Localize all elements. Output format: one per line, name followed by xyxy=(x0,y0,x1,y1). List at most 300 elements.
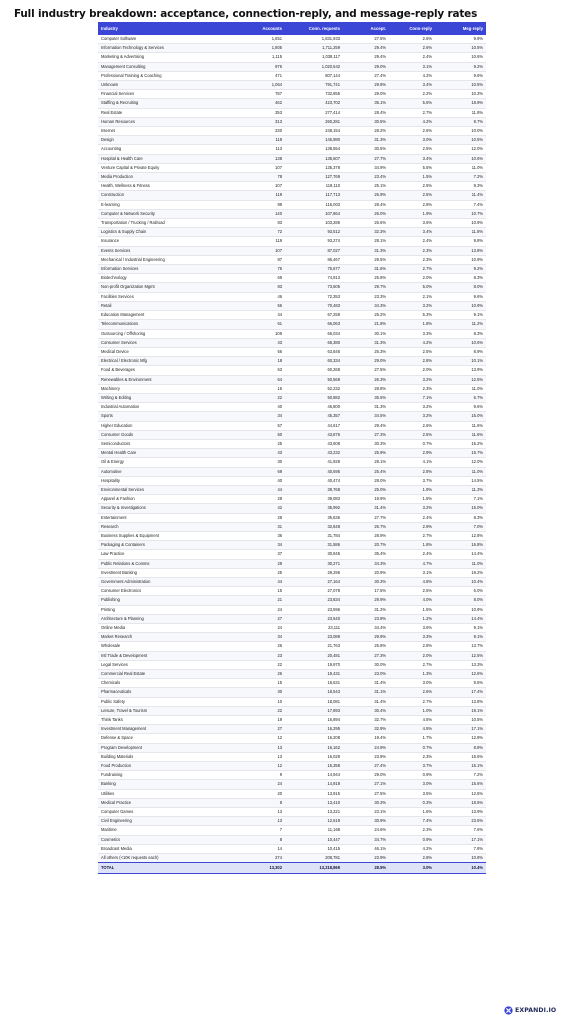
conn-reply-cell: 1.6% xyxy=(422,809,432,815)
msg-reply-cell: 8.9% xyxy=(473,348,483,354)
accept-cell: 25.9% xyxy=(374,450,386,456)
table-row xyxy=(98,614,486,623)
accept-cell: 27.3% xyxy=(374,652,386,658)
accounts-cell: 22 xyxy=(277,661,282,667)
table-row xyxy=(98,375,486,384)
industry-cell: Defense & Space xyxy=(101,735,133,741)
accounts-cell: 274 xyxy=(275,855,282,861)
conn-requests-cell: 43,232 xyxy=(327,450,340,456)
msg-reply-cell: 10.9% xyxy=(471,606,483,612)
msg-reply-cell: 10.9% xyxy=(471,256,483,262)
msg-reply-cell: 8.8% xyxy=(473,744,483,750)
column-header-accounts[interactable]: Accounts xyxy=(230,22,285,35)
conn-requests-cell: 74,913 xyxy=(327,275,340,281)
table-row xyxy=(98,716,486,725)
conn-requests-cell: 19,431 xyxy=(327,671,340,677)
msg-reply-cell: 9.1% xyxy=(473,625,483,630)
conn-requests-cell: 31,586 xyxy=(327,542,340,548)
conn-requests-cell: 23,596 xyxy=(327,606,340,612)
conn-requests-cell: 23,111 xyxy=(328,625,340,630)
conn-reply-cell: 1.2% xyxy=(422,615,432,621)
msg-reply-cell: 8.0% xyxy=(473,284,483,290)
table-row xyxy=(98,642,486,651)
industry-cell: Think Tanks xyxy=(101,717,123,723)
accept-cell: 26.6% xyxy=(374,220,386,226)
conn-requests-cell: 13,221 xyxy=(327,809,340,815)
conn-requests-cell: 14,918 xyxy=(327,781,340,787)
msg-reply-cell: 10.5% xyxy=(471,137,483,143)
conn-reply-cell: 5.3% xyxy=(422,312,432,318)
msg-reply-cell: 12.5% xyxy=(471,652,483,658)
industry-cell: Packaging & Containers xyxy=(101,542,145,548)
conn-requests-cell: 93,512 xyxy=(327,229,340,235)
msg-reply-cell: 15.7% xyxy=(471,450,483,456)
industry-cell: Information Technology & Services xyxy=(101,45,164,51)
msg-reply-cell: 9.1% xyxy=(473,312,483,318)
accounts-cell: 118 xyxy=(275,137,282,143)
accounts-cell: 43 xyxy=(277,339,282,345)
conn-requests-cell: 35,636 xyxy=(327,514,340,520)
conn-requests-cell: 11,168 xyxy=(327,827,340,833)
conn-requests-cell: 60,334 xyxy=(327,358,340,364)
column-header-conn-requests[interactable]: Conn. requests xyxy=(285,22,343,35)
table-row xyxy=(98,706,486,715)
accounts-cell: 26 xyxy=(277,671,282,677)
accounts-cell: 13 xyxy=(277,809,282,815)
msg-reply-cell: 10.5% xyxy=(471,45,483,51)
accept-cell: 17.5% xyxy=(374,588,386,594)
msg-reply-cell: 12.5% xyxy=(471,376,483,382)
conn-requests-cell: 40,695 xyxy=(327,468,340,474)
msg-reply-cell: 13.7% xyxy=(471,643,483,649)
accept-cell: 29.5% xyxy=(374,256,386,262)
conn-reply-cell: 2.8% xyxy=(422,358,432,364)
accept-cell: 31.3% xyxy=(374,137,386,143)
accounts-cell: 40 xyxy=(277,477,282,483)
msg-reply-cell: 12.0% xyxy=(471,459,483,465)
conn-reply-cell: 3.0% xyxy=(422,781,432,787)
accounts-cell: 99 xyxy=(277,201,282,207)
conn-requests-cell: 29,296 xyxy=(327,569,340,575)
msg-reply-cell: 11.6% xyxy=(471,431,483,437)
table-row xyxy=(98,246,486,255)
industry-cell: Public Safety xyxy=(101,698,125,704)
accounts-cell: 15 xyxy=(277,588,282,594)
conn-reply-cell: 2.0% xyxy=(422,367,432,373)
table-row xyxy=(98,531,486,540)
table-row xyxy=(98,780,486,789)
conn-requests-cell: 135,378 xyxy=(325,164,340,170)
accounts-cell: 976 xyxy=(275,63,282,69)
msg-reply-cell: 12.5% xyxy=(471,790,483,796)
industry-cell: Writing & Editing xyxy=(101,394,132,400)
accept-cell: 29.0% xyxy=(374,91,386,97)
industry-cell: Electrical / Electronic Mfg xyxy=(101,358,147,364)
table-row xyxy=(98,320,486,329)
accept-cell: 31.4% xyxy=(374,505,386,511)
conn-requests-cell: 13,915 xyxy=(327,790,340,796)
msg-reply-cell: 11.0% xyxy=(471,560,483,566)
accept-cell: 26.0% xyxy=(374,210,386,216)
conn-reply-cell: 2.4% xyxy=(422,514,432,520)
accept-cell: 25.8% xyxy=(374,643,386,649)
industry-cell: Staffing & Recruiting xyxy=(101,100,139,106)
msg-reply-cell: 11.0% xyxy=(471,164,483,170)
msg-reply-cell: 17.4% xyxy=(471,689,483,695)
accounts-cell: 1,805 xyxy=(271,45,282,51)
msg-reply-cell: 6.7% xyxy=(473,394,483,400)
msg-reply-cell: 6.0% xyxy=(473,588,483,594)
table-row xyxy=(98,182,486,191)
accounts-cell: 44 xyxy=(277,312,282,318)
msg-reply-cell: 14.4% xyxy=(471,615,483,621)
accept-cell: 31.3% xyxy=(374,404,386,410)
accept-cell: 27.5% xyxy=(374,790,386,796)
conn-reply-cell: 3.1% xyxy=(422,569,432,575)
msg-reply-cell: 12.0% xyxy=(471,146,483,152)
msg-reply-cell: 15.2% xyxy=(471,440,483,446)
conn-reply-cell: 2.7% xyxy=(422,109,432,115)
table-row xyxy=(98,587,486,596)
industry-cell: Facilities Services xyxy=(101,293,134,299)
accounts-cell: 22 xyxy=(277,394,282,400)
conn-reply-cell: 1.8% xyxy=(422,321,432,327)
accounts-cell: 13 xyxy=(277,753,282,759)
table-row xyxy=(98,596,486,605)
accept-cell: 30.4% xyxy=(374,707,386,713)
conn-reply-cell: 3.3% xyxy=(422,634,432,640)
conn-reply-cell: 2.3% xyxy=(422,827,432,833)
accounts-cell: 140 xyxy=(275,210,282,216)
industry-cell: Renewables & Environment xyxy=(101,376,152,382)
accounts-cell: 462 xyxy=(275,100,282,106)
accept-cell: 23.1% xyxy=(374,809,386,815)
industry-cell: Financial Services xyxy=(101,91,135,97)
msg-reply-cell: 13.8% xyxy=(471,247,483,253)
msg-reply-cell: 7.6% xyxy=(473,827,483,833)
total-row xyxy=(98,863,486,874)
conn-reply-cell: 2.3% xyxy=(422,256,432,262)
accounts-cell: 34 xyxy=(277,413,282,419)
msg-reply-cell: 15.0% xyxy=(471,413,483,419)
accounts-cell: 1,115 xyxy=(272,54,282,60)
industry-cell: Semiconductors xyxy=(101,440,131,446)
industry-cell: Architecture & Planning xyxy=(101,615,144,621)
table-row xyxy=(98,485,486,494)
conn-reply-cell: 3.6% xyxy=(422,625,432,630)
accept-cell: 29.9% xyxy=(374,597,386,603)
msg-reply-cell: 9.2% xyxy=(473,266,483,272)
industry-cell: Banking xyxy=(101,781,116,787)
conn-reply-cell: 1.9% xyxy=(422,210,432,216)
table-row xyxy=(98,145,486,154)
accept-cell: 24.9% xyxy=(374,744,386,750)
accounts-cell: 1,064 xyxy=(271,82,282,88)
conn-requests-cell: 31,784 xyxy=(327,532,340,538)
accounts-cell: 14 xyxy=(277,845,282,851)
total-conn-reply: 3.0% xyxy=(389,863,435,874)
accounts-cell: 24 xyxy=(277,625,282,630)
msg-reply-cell: 9.9% xyxy=(473,36,483,41)
accept-cell: 23.4% xyxy=(374,174,386,180)
industry-cell: Investment Management xyxy=(101,726,147,732)
table-row xyxy=(98,228,486,237)
table-row xyxy=(98,835,486,844)
column-header-industry[interactable]: Industry xyxy=(98,22,230,35)
conn-reply-cell: 5.6% xyxy=(422,100,432,106)
conn-reply-cell: 4.8% xyxy=(422,578,432,584)
accept-cell: 27.7% xyxy=(374,514,386,520)
conn-reply-cell: 3.7% xyxy=(422,477,432,483)
accounts-cell: 50 xyxy=(277,431,282,437)
industry-cell: Government Administration xyxy=(101,578,151,584)
msg-reply-cell: 10.3% xyxy=(471,91,483,97)
conn-reply-cell: 2.4% xyxy=(422,238,432,244)
table-row xyxy=(98,329,486,338)
conn-reply-cell: 2.8% xyxy=(422,855,432,861)
conn-requests-cell: 18,543 xyxy=(327,689,340,695)
accept-cell: 25.2% xyxy=(374,312,386,318)
table-row xyxy=(98,697,486,706)
msg-reply-cell: 8.3% xyxy=(473,330,483,336)
conn-reply-cell: 3.0% xyxy=(422,680,432,686)
msg-reply-cell: 10.9% xyxy=(471,302,483,308)
accounts-cell: 34 xyxy=(277,542,282,548)
msg-reply-cell: 18.5% xyxy=(471,799,483,805)
accept-cell: 28.1% xyxy=(374,459,386,465)
conn-reply-cell: 0.9% xyxy=(422,772,432,778)
conn-requests-cell: 119,110 xyxy=(325,183,340,189)
accept-cell: 19.9% xyxy=(374,496,386,502)
industry-cell: E-learning xyxy=(101,201,120,207)
accept-cell: 24.6% xyxy=(374,827,386,833)
accept-cell: 25.3% xyxy=(374,348,386,354)
conn-reply-cell: 2.2% xyxy=(422,91,432,97)
conn-requests-cell: 1,831,933 xyxy=(321,36,340,41)
accept-cell: 25.1% xyxy=(374,183,386,189)
accounts-cell: 107 xyxy=(275,183,282,189)
msg-reply-cell: 13.3% xyxy=(471,661,483,667)
accounts-cell: 43 xyxy=(277,450,282,456)
industry-cell: All others (<10K requests each) xyxy=(101,855,159,861)
accounts-cell: 64 xyxy=(277,376,282,382)
industry-cell: Retail xyxy=(101,302,112,308)
table-row xyxy=(98,762,486,771)
table-row xyxy=(98,504,486,513)
conn-requests-cell: 39,083 xyxy=(327,496,340,502)
column-header-msg-reply[interactable]: Msg-reply xyxy=(435,22,486,35)
conn-reply-cell: 2.9% xyxy=(422,523,432,529)
accept-cell: 30.0% xyxy=(374,661,386,667)
accounts-cell: 18 xyxy=(277,358,282,364)
accept-cell: 26.9% xyxy=(374,192,386,198)
accept-cell: 23.9% xyxy=(374,753,386,759)
msg-reply-cell: 15.0% xyxy=(471,505,483,511)
industry-cell: Maritime xyxy=(101,827,117,833)
conn-requests-cell: 208,781 xyxy=(325,855,340,861)
accept-cell: 28.2% xyxy=(374,128,386,134)
msg-reply-cell: 12.6% xyxy=(471,671,483,677)
industry-cell: Sports xyxy=(101,413,113,419)
table-row xyxy=(98,384,486,393)
msg-reply-cell: 10.6% xyxy=(471,155,483,161)
table-row xyxy=(98,127,486,136)
conn-requests-cell: 93,274 xyxy=(327,238,340,244)
accept-cell: 28.4% xyxy=(374,109,386,115)
conn-reply-cell: 3.2% xyxy=(422,413,432,419)
conn-reply-cell: 1.5% xyxy=(422,174,432,180)
conn-reply-cell: 4.2% xyxy=(422,72,432,78)
accept-cell: 30.3% xyxy=(374,578,386,584)
conn-reply-cell: 4.1% xyxy=(422,459,432,465)
table-row xyxy=(98,577,486,586)
industry-cell: Consumer Services xyxy=(101,339,137,345)
accounts-cell: 21 xyxy=(277,597,282,603)
msg-reply-cell: 14.4% xyxy=(471,551,483,557)
accept-cell: 23.3% xyxy=(374,293,386,299)
column-header-accept[interactable]: Accept. xyxy=(343,22,389,35)
conn-reply-cell: 2.0% xyxy=(422,652,432,658)
conn-requests-cell: 791,741 xyxy=(325,82,340,88)
table-row xyxy=(98,522,486,531)
industry-cell: Industrial Automation xyxy=(101,404,140,410)
msg-reply-cell: 12.9% xyxy=(471,735,483,741)
msg-reply-cell: 15.6% xyxy=(471,781,483,787)
industry-cell: Computer Software xyxy=(101,36,137,41)
accounts-cell: 30 xyxy=(277,689,282,695)
accept-cell: 23.9% xyxy=(374,615,386,621)
column-header-conn-reply[interactable]: Conn-reply xyxy=(389,22,435,35)
total-label: TOTAL xyxy=(98,863,230,874)
conn-requests-cell: 86,467 xyxy=(327,256,340,262)
accept-cell: 28.4% xyxy=(374,201,386,207)
table-row xyxy=(98,255,486,264)
industry-cell: Program Development xyxy=(101,744,142,750)
accounts-cell: 22 xyxy=(277,707,282,713)
table-row xyxy=(98,71,486,80)
accept-cell: 27.1% xyxy=(374,781,386,787)
accept-cell: 29.4% xyxy=(374,45,386,51)
table-row xyxy=(98,136,486,145)
accept-cell: 19.4% xyxy=(374,735,386,741)
conn-reply-cell: 2.6% xyxy=(422,36,432,41)
conn-reply-cell: 3.0% xyxy=(422,137,432,143)
table-row xyxy=(98,495,486,504)
industry-cell: Mental Health Care xyxy=(101,450,137,456)
accept-cell: 25.8% xyxy=(374,275,386,281)
expandi-logo-icon xyxy=(504,1006,513,1015)
accept-cell: 31.1% xyxy=(374,689,386,695)
conn-reply-cell: 1.0% xyxy=(422,707,432,713)
total-accept: 28.5% xyxy=(343,863,389,874)
conn-requests-cell: 66,034 xyxy=(327,330,340,336)
table-row xyxy=(98,725,486,734)
msg-reply-cell: 11.3% xyxy=(471,486,483,492)
conn-requests-cell: 1,020,542 xyxy=(321,63,340,69)
accounts-cell: 27 xyxy=(277,726,282,732)
msg-reply-cell: 17.1% xyxy=(471,726,483,732)
accounts-cell: 46 xyxy=(277,293,282,299)
msg-reply-cell: 7.2% xyxy=(473,174,483,180)
msg-reply-cell: 11.4% xyxy=(471,192,483,198)
msg-reply-cell: 10.1% xyxy=(471,358,483,364)
accept-cell: 29.9% xyxy=(374,634,386,640)
table-row xyxy=(98,163,486,172)
msg-reply-cell: 15.6% xyxy=(471,753,483,759)
conn-reply-cell: 2.7% xyxy=(422,532,432,538)
msg-reply-cell: 10.5% xyxy=(471,717,483,723)
table-row xyxy=(98,62,486,71)
accounts-cell: 44 xyxy=(277,578,282,584)
msg-reply-cell: 9.6% xyxy=(473,72,483,78)
accept-cell: 30.1% xyxy=(374,330,386,336)
conn-requests-cell: 16,028 xyxy=(327,753,340,759)
industry-cell: Real Estate xyxy=(101,109,123,115)
industry-cell: Apparel & Fashion xyxy=(101,496,135,502)
accounts-cell: 61 xyxy=(277,321,282,327)
accounts-cell: 353 xyxy=(275,109,282,115)
table-row xyxy=(98,513,486,522)
conn-reply-cell: 4.2% xyxy=(422,118,432,124)
conn-reply-cell: 1.3% xyxy=(422,671,432,677)
conn-reply-cell: 3.4% xyxy=(422,155,432,161)
accept-cell: 23.0% xyxy=(374,671,386,677)
conn-reply-cell: 2.5% xyxy=(422,146,432,152)
accept-cell: 29.0% xyxy=(374,63,386,69)
accept-cell: 29.7% xyxy=(374,284,386,290)
accept-cell: 21.8% xyxy=(374,321,386,327)
conn-reply-cell: 4.2% xyxy=(422,845,432,851)
industry-cell: Civil Engineering xyxy=(101,818,132,824)
conn-reply-cell: 2.6% xyxy=(422,128,432,134)
accept-cell: 34.3% xyxy=(374,560,386,566)
industry-cell: Automotive xyxy=(101,468,122,474)
accounts-cell: 471 xyxy=(275,72,282,78)
msg-reply-cell: 10.5% xyxy=(471,82,483,88)
table-row xyxy=(98,301,486,310)
accounts-cell: 87 xyxy=(277,256,282,262)
conn-reply-cell: 3.2% xyxy=(422,505,432,511)
table-row xyxy=(98,237,486,246)
accounts-cell: 109 xyxy=(275,330,282,336)
accept-cell: 34.7% xyxy=(374,836,386,842)
accounts-cell: 78 xyxy=(277,174,282,180)
industry-cell: Construction xyxy=(101,192,124,198)
accept-cell: 31.2% xyxy=(374,606,386,612)
msg-reply-cell: 7.8% xyxy=(473,845,483,851)
msg-reply-cell: 18.9% xyxy=(471,100,483,106)
accounts-cell: 15 xyxy=(277,680,282,686)
msg-reply-cell: 9.5% xyxy=(473,680,483,686)
conn-requests-cell: 67,259 xyxy=(327,312,340,318)
table-row xyxy=(98,844,486,853)
table-row xyxy=(98,817,486,826)
conn-requests-cell: 87,027 xyxy=(327,247,340,253)
accounts-cell: 28 xyxy=(277,514,282,520)
industry-cell: Telecommunications xyxy=(101,321,139,327)
industry-table-container xyxy=(98,22,486,874)
accept-cell: 30.9% xyxy=(374,818,386,824)
table-row xyxy=(98,624,486,633)
conn-requests-cell: 43,608 xyxy=(327,440,340,446)
conn-reply-cell: 2.6% xyxy=(422,45,432,51)
table-row xyxy=(98,771,486,780)
conn-requests-cell: 66,063 xyxy=(327,321,340,327)
conn-requests-cell: 138,554 xyxy=(325,146,340,152)
conn-requests-cell: 16,162 xyxy=(327,744,340,750)
conn-requests-cell: 70,483 xyxy=(327,302,340,308)
conn-requests-cell: 103,286 xyxy=(325,220,340,226)
